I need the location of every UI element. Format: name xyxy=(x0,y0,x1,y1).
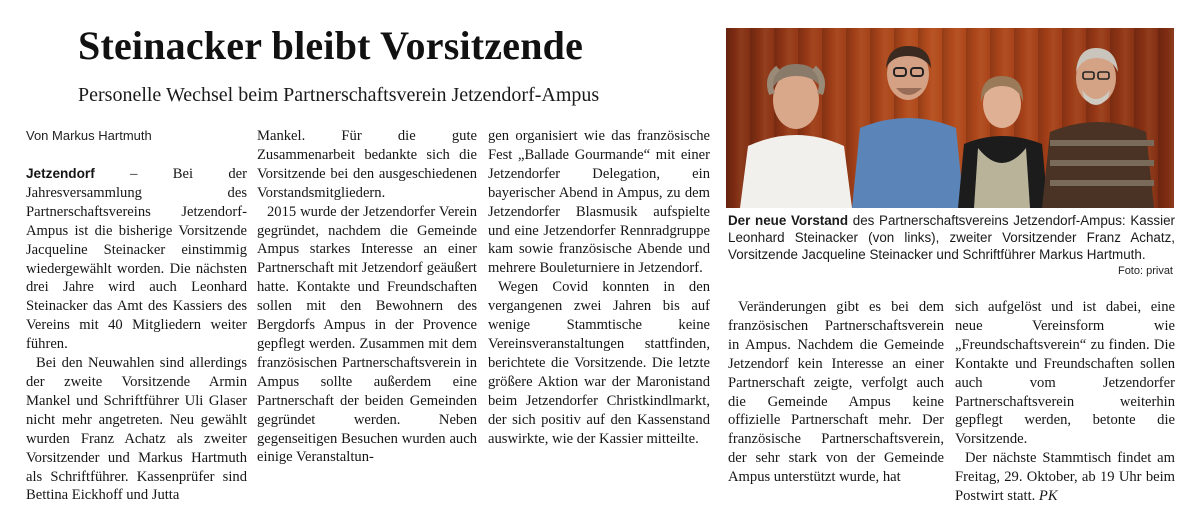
caption-text: des Partnerschaftsvereins Jetzendorf-Ampus: Kassier Leonhard Steinacker (von links), zweiter Vorsitzender Franz Achatz, Vorsitzende Jacqueline Steinacker und Schriftführer Markus Hartmuth. xyxy=(728,213,1175,263)
person-2 xyxy=(852,46,964,208)
caption-lead: Der neue Vorstand xyxy=(728,213,849,228)
paragraph: sich aufgelöst und ist dabei, eine neue Vereinsform wie „Freundschaftsverein“ zu finden. Die Kontakte und Freundschaften sollen auch vom Jetzendorfer Partnerschaftsverein weiterhin gepflegt werden, betonte die Vorsitzende. xyxy=(955,299,1175,448)
paragraph: Veränderungen gibt es bei dem französischen Partnerschaftsverein in Ampus. Nachdem die Gemeinde Jetzendorf kein Interesse an einer Partnerschaft zeigte, verfolgt auch die Gemeinde Ampus keine offizielle Partnerschaft mehr. Der französische Partnerschaftsverein, der sehr stark von der Gemeinde Ampus unterstützt wurde, hat xyxy=(728,299,944,486)
person-1 xyxy=(740,64,852,208)
text-column-1 xyxy=(26,165,247,505)
article-headline: Steinacker bleibt Vorsitzende xyxy=(78,23,584,68)
group-photo xyxy=(726,28,1174,208)
paragraph: Bei den Neuwahlen sind allerdings der zweite Vorsitzende Armin Mankel und Schriftführer Uli Glaser nicht mehr angetreten. Neu gewählt wurden Franz Achatz als zweiter Vorsitzender und Markus Hartmuth als Schriftführer. Kassenprüfer sind Bettina Eickhoff und Jutta xyxy=(26,355,247,504)
paragraph xyxy=(26,165,247,354)
paragraph-text: Der nächste Stammtisch findet am Freitag, 29. Oktober, ab 19 Uhr beim Postwirt statt. xyxy=(955,450,1175,505)
person-4 xyxy=(1042,48,1154,208)
text-column-3 xyxy=(488,127,710,448)
text-column-5 xyxy=(955,298,1175,506)
person-3 xyxy=(958,76,1048,208)
author-signature: PK xyxy=(1038,488,1058,505)
article-byline: Von Markus Hartmuth xyxy=(26,128,152,143)
text-column-4 xyxy=(728,298,944,487)
paragraph-text: – Bei der Jahresversammlung des Partnerschaftsvereins Jetzendorf-Ampus ist die bisherige Vorsitzende Jacqueline Steinacker einstimmig wiedergewählt worden. Die nächsten drei Jahre wird auch Leonhard Steinacker das Amt des Kassiers des Vereins mit 40 Mitgliedern weiter führen. xyxy=(26,166,247,353)
paragraph: Mankel. Für die gute Zusammenarbeit bedankte sich die Vorsitzende bei den ausgeschiedenen Vorstandsmitgliedern. xyxy=(257,128,477,201)
dateline: Jetzendorf xyxy=(26,166,95,181)
paragraph xyxy=(955,449,1175,506)
photo-caption xyxy=(728,212,1175,264)
text-column-2 xyxy=(257,127,477,467)
paragraph: gen organisiert wie das französische Fest „Ballade Gourmande“ mit einer Jetzendorfer Delegation, ein bayerischer Abend in Ampus, zu dem Jetzendorfer Blasmusik aufspielte und eine Jetzendorfer Rennradgruppe kam sowie französische Abende und mehrere Bouleturniere in Jetzendorf. xyxy=(488,128,710,277)
paragraph: 2015 wurde der Jetzendorfer Verein gegründet, nachdem die Gemeinde Ampus starkes Interesse an einer Partnerschaft mit Jetzendorf geäußert hatte. Kontakte und Freundschaften sollen mit den Bewohnern des Bergdorfs Ampus in der Provence gepflegt werden. Zusammen mit dem französischen Partnerschaftsverein in Ampus sollte außerdem eine Partnerschaft der beiden Gemeinden gegründet werden. Neben gegenseitigen Besuchen wurden auch einige Veranstaltun- xyxy=(257,203,477,466)
article-subheadline: Personelle Wechsel beim Partnerschaftsverein Jetzendorf-Ampus xyxy=(78,84,600,106)
people-illustration xyxy=(726,28,1174,208)
photo-credit: Foto: privat xyxy=(1117,265,1173,277)
paragraph: Wegen Covid konnten in den vergangenen zwei Jahren bis auf wenige Stammtische keine Vereinsveranstaltungen stattfinden, berichtete die Vorsitzende. Die letzte größere Aktion war der Maronistand beim Jetzendorfer Christkindlmarkt, der sich positiv auf den Kassenstand auswirkte, wie der Kassier mitteilte. xyxy=(488,279,710,447)
